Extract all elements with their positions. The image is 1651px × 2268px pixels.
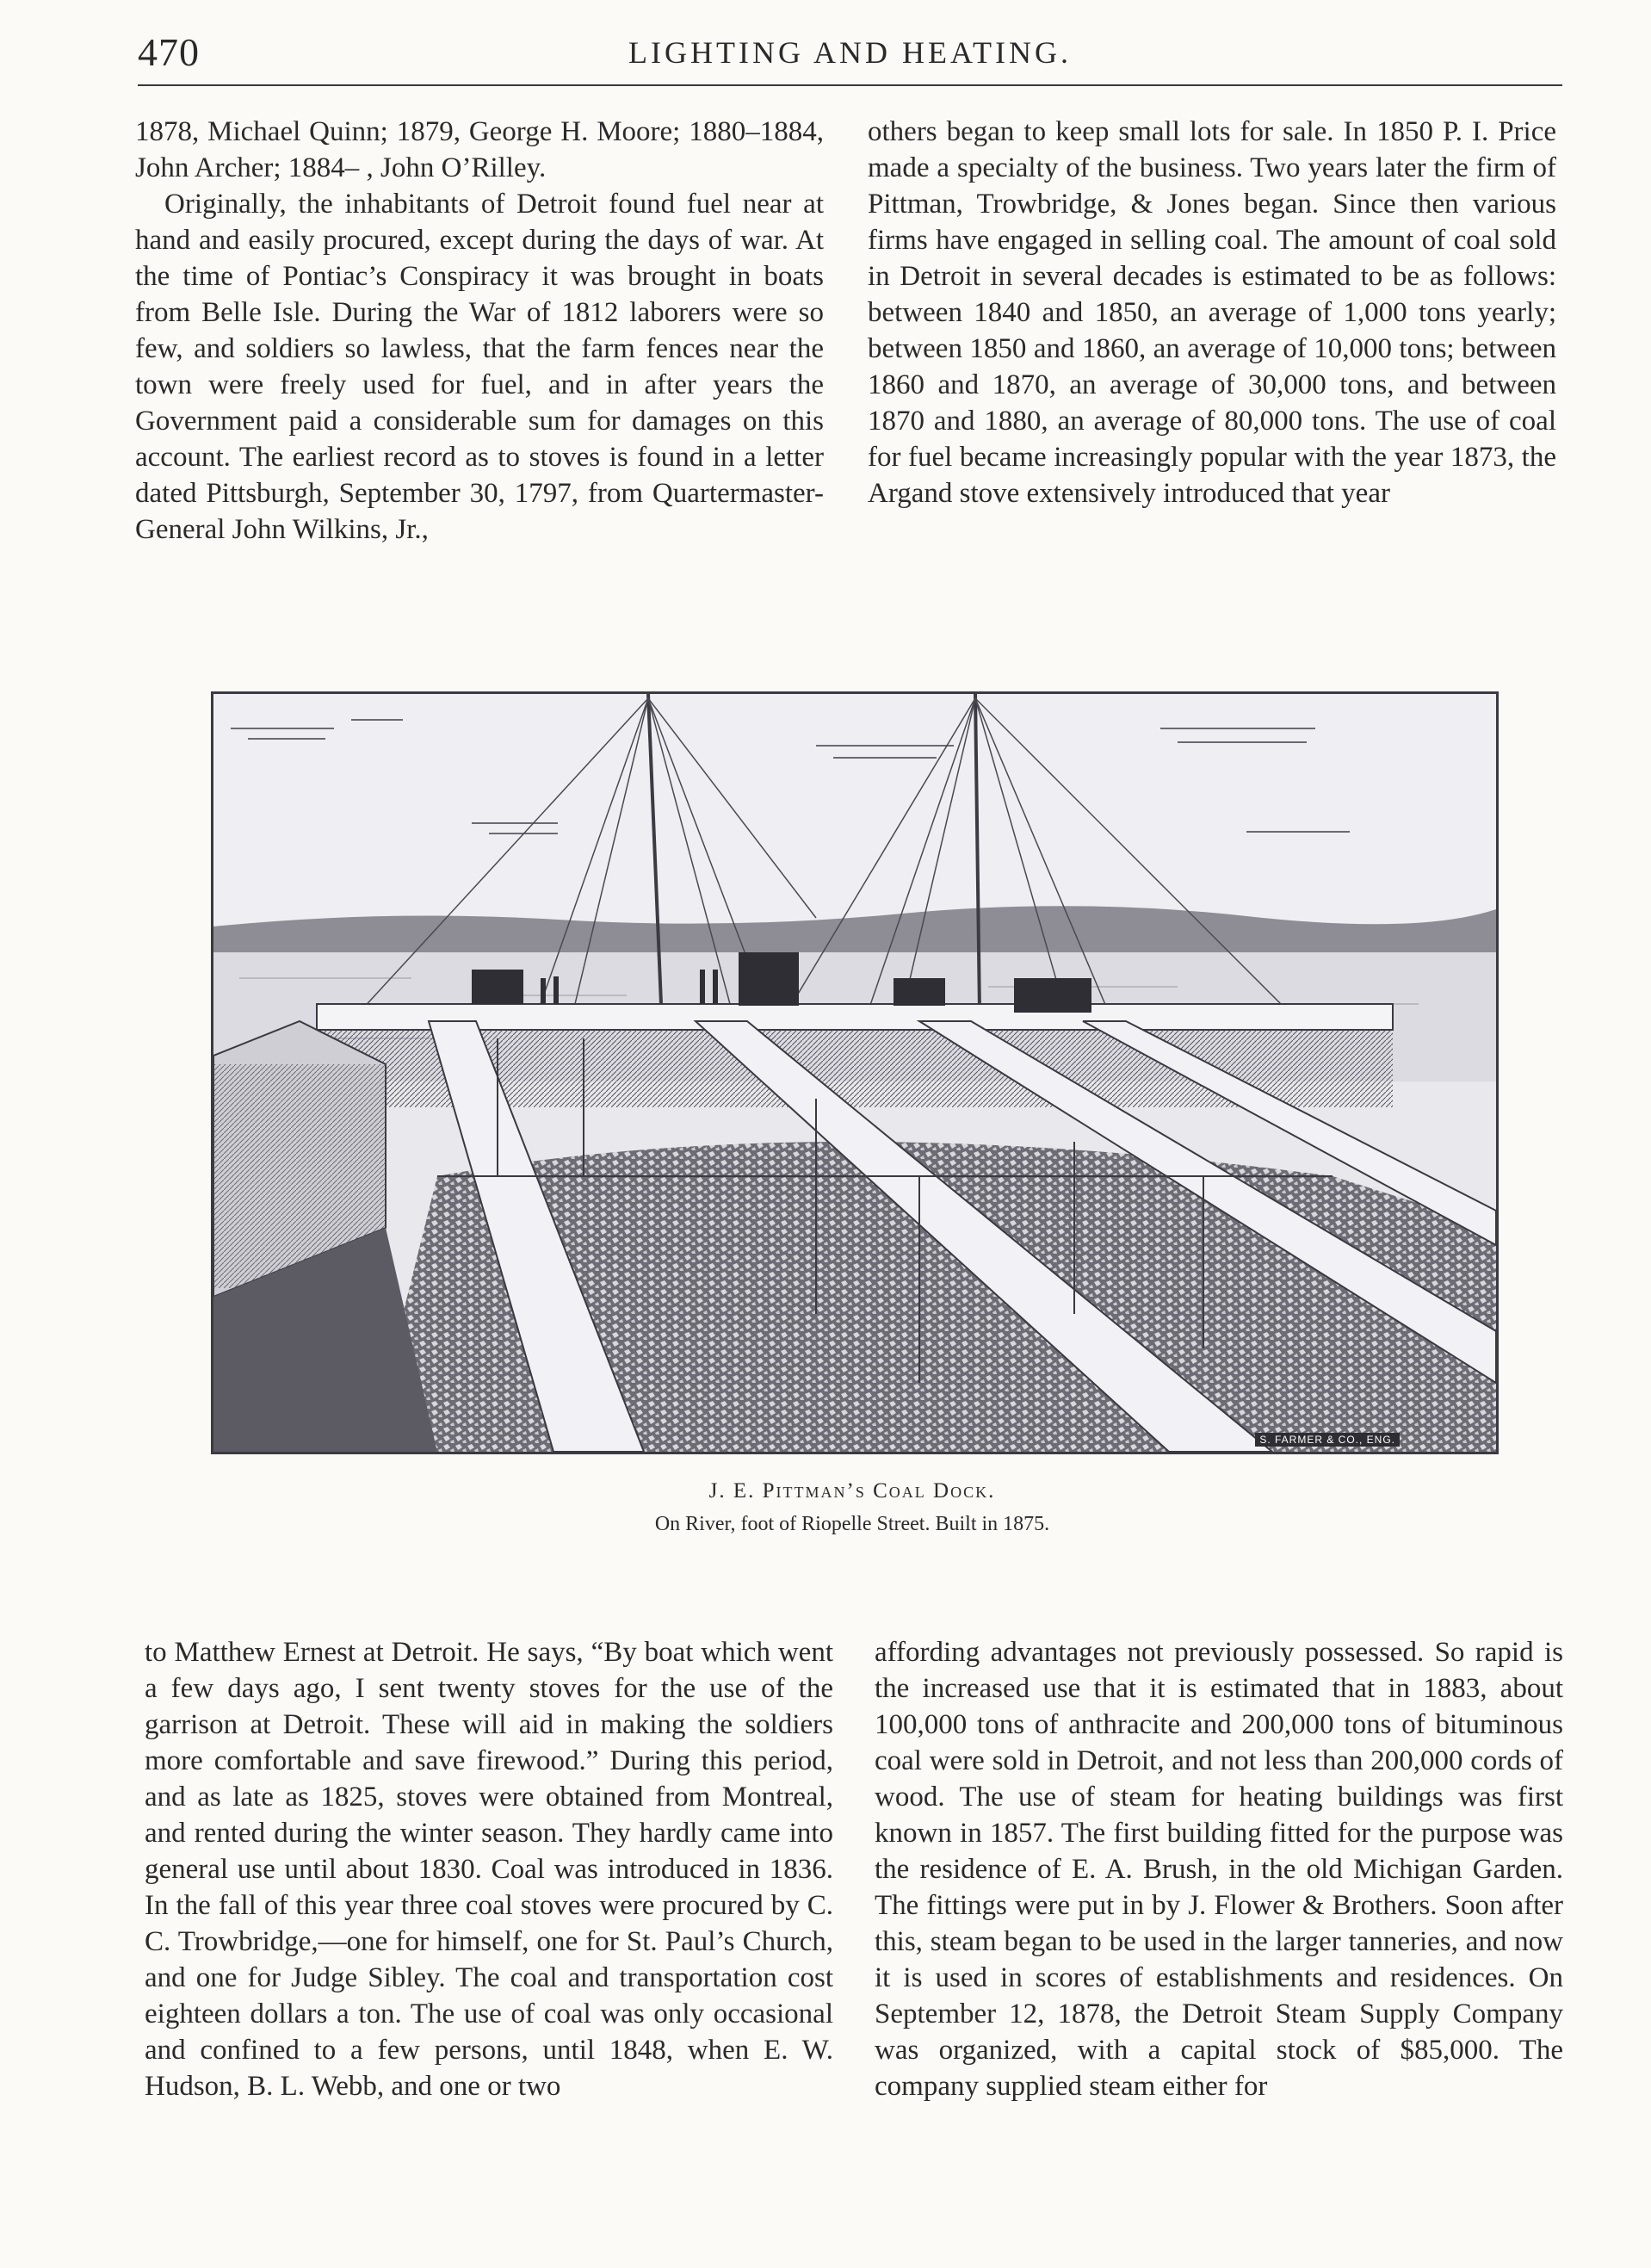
coal-dock-engraving: [211, 691, 1499, 1454]
figure-caption-subtitle: On River, foot of Riopelle Street. Built in 1875.: [654, 1513, 1050, 1535]
running-head: LIGHTING AND HEATING.: [628, 35, 1072, 70]
column-bottom-right: [875, 1634, 1563, 2104]
column-bottom-left: [145, 1634, 833, 2104]
page-number: 470: [138, 30, 200, 74]
paragraph: others began to keep small lots for sale. In 1850 P. I. Price made a specialty of the business. Two years later the firm of Pittman, Trowbridge, & Jones began. Since then various firms have engaged in selling coal. The amount of coal sold in Detroit in several decades is estimated to be as follows: between 1840 and 1850, an average of 1,000 tons yearly; between 1850 and 1860, an average of 10,000 tons; between 1860 and 1870, an average of 30,000 tons, and between 1870 and 1880, an average of 80,000 tons. The use of coal for fuel became increasingly popular with the year 1873, the Argand stove extensively introduced that year: [868, 116, 1556, 509]
column-top-right: [868, 114, 1556, 511]
engraving-illustration: [213, 694, 1496, 1452]
paragraph: Originally, the inhabitants of Detroit found fuel near at hand and easily procured, except during the days of war. At the time of Pontiac’s Conspiracy it was brought in boats from Belle Isle. During the War of 1812 laborers were so few, and soldiers so lawless, that the farm fences near the town were freely used for fuel, and in after years the Government paid a considerable sum for damages on this account. The earliest record as to stoves is found in a letter dated Pittsburgh, September 30, 1797, from Quartermaster-General John Wilkins, Jr.,: [135, 189, 824, 545]
column-top-left: [135, 114, 824, 548]
header-rule: [138, 84, 1562, 86]
figure-caption-title: J. E. Pittman’s Coal Dock.: [708, 1479, 996, 1503]
page-header: [138, 29, 1562, 81]
engraver-mark: S. FARMER & CO., ENG.: [1255, 1433, 1400, 1447]
paragraph: to Matthew Ernest at Detroit. He says, “By boat which went a few days ago, I sent twenty stoves for the use of the garrison at Detroit. These will aid in making the soldiers more comfortable and save firewood.” During this period, and as late as 1825, stoves were obtained from Montreal, and rented during the winter season. They hardly came into general use until about 1830. Coal was introduced in 1836. In the fall of this year three coal stoves were procured by C. C. Trowbridge,—one for himself, one for St. Paul’s Church, and one for Judge Sibley. The coal and transportation cost eighteen dollars a ton. The use of coal was only occasional and confined to a few persons, until 1848, when E. W. Hudson, B. L. Webb, and one or two: [145, 1637, 833, 2102]
paragraph: affording advantages not previously possessed. So rapid is the increased use that it is estimated that in 1883, about 100,000 tons of anthracite and 200,000 tons of bituminous coal were sold in Detroit, and not less than 200,000 cords of wood. The use of steam for heating buildings was first known in 1857. The first building fitted for the purpose was the residence of E. A. Brush, in the old Michigan Garden. The fittings were put in by J. Flower & Brothers. Soon after this, steam began to be used in the larger tanneries, and now it is used in scores of establishments and residences. On September 12, 1878, the Detroit Steam Supply Company was organized, with a capital stock of $85,000. The company supplied steam either for: [875, 1637, 1563, 2102]
paragraph: 1878, Michael Quinn; 1879, George H. Moore; 1880–1884, John Archer; 1884– , John O’Rilley.: [135, 116, 824, 183]
